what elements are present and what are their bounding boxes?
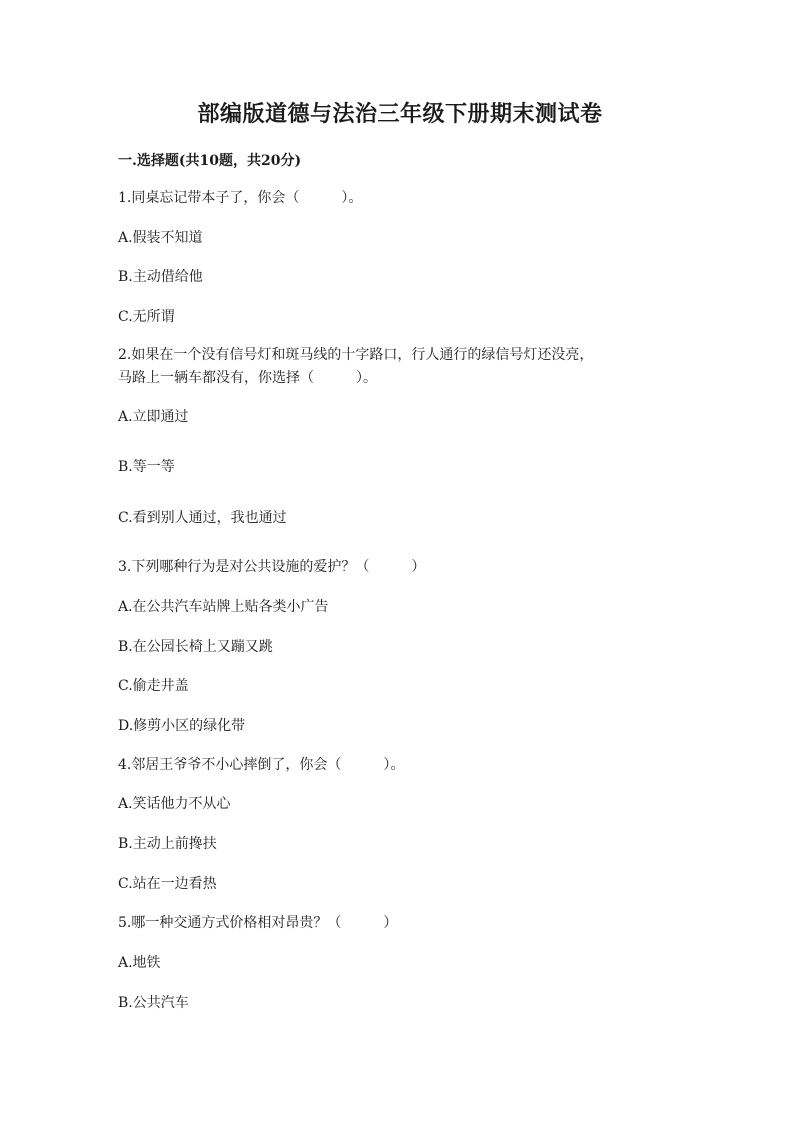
question-4-option-b: B.主动上前搀扶 — [118, 836, 217, 852]
question-5-option-b: B.公共汽车 — [118, 995, 189, 1011]
question-1-option-a: A.假装不知道 — [118, 230, 203, 246]
question-2-option-c: C.看到别人通过，我也通过 — [118, 510, 287, 526]
question-2-option-a: A.立即通过 — [118, 409, 189, 425]
question-4-option-a: A.笑话他力不从心 — [118, 796, 231, 812]
question-1-option-b: B.主动借给他 — [118, 269, 203, 285]
section-heading: 一.选择题(共10题，共20分) — [118, 153, 302, 169]
question-1-stem: 1.同桌忘记带本子了，你会（ ）。 — [118, 190, 363, 206]
question-2-option-b: B.等一等 — [118, 459, 175, 475]
question-2-stem-line-2: 马路上一辆车都没有，你选择（ ）。 — [118, 370, 377, 386]
question-3-option-d: D.修剪小区的绿化带 — [118, 718, 246, 734]
question-1-option-c: C.无所谓 — [118, 309, 175, 325]
question-5-option-a: A.地铁 — [118, 955, 161, 971]
question-3-stem: 3.下列哪种行为是对公共设施的爱护？（ ） — [118, 559, 426, 575]
page-title: 部编版道德与法治三年级下册期末测试卷 — [197, 101, 603, 127]
question-3-option-b: B.在公园长椅上又蹦又跳 — [118, 639, 273, 655]
question-5-stem: 5.哪一种交通方式价格相对昂贵？（ ） — [118, 915, 398, 931]
question-2-stem-line-1: 2.如果在一个没有信号灯和斑马线的十字路口，行人通行的绿信号灯还没亮， — [118, 347, 594, 363]
question-4-stem: 4.邻居王爷爷不小心摔倒了，你会（ ）。 — [118, 757, 405, 773]
question-3-option-c: C.偷走井盖 — [118, 678, 189, 694]
question-4-option-c: C.站在一边看热 — [118, 876, 217, 892]
question-3-option-a: A.在公共汽车站牌上贴各类小广告 — [118, 599, 329, 615]
